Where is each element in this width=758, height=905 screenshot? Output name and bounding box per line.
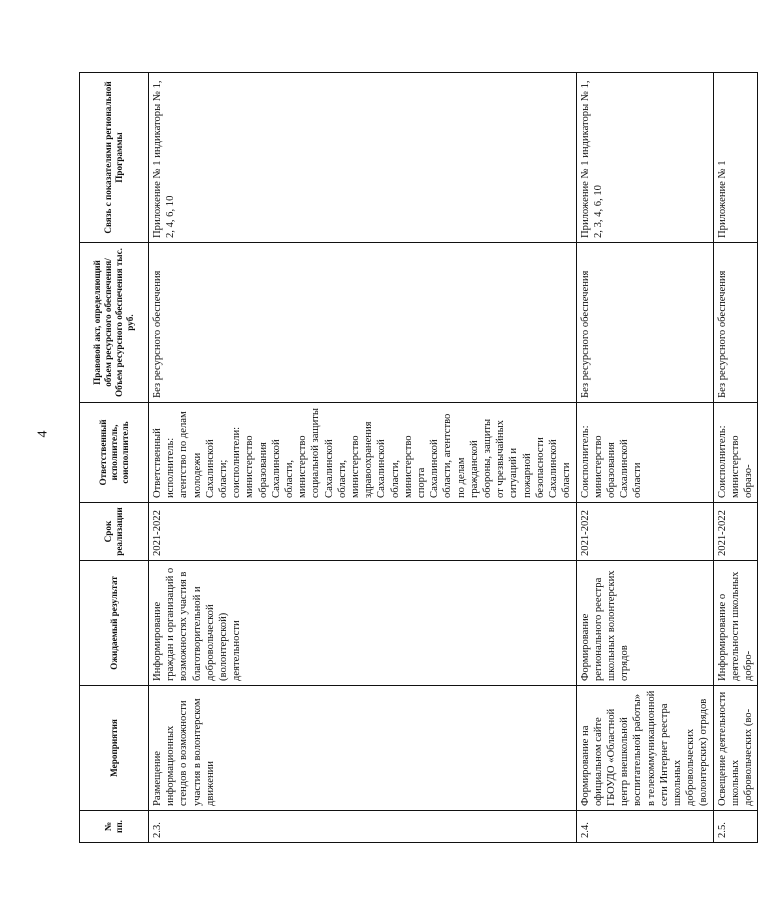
table-row (713, 73, 758, 843)
cell-funding: Без ресурсного обеспечения (576, 243, 713, 403)
cell-funding: Без ресурсного обеспечения (713, 243, 758, 403)
cell-responsible: Соисполнитель: министерство образо- (713, 403, 758, 503)
header-num: № пп. (80, 811, 149, 843)
cell-responsible: Соисполнитель: министерство образования Сахалинской области (576, 403, 713, 503)
header-event: Мероприятия (80, 686, 149, 811)
header-result: Ожидаемый результат (80, 561, 149, 686)
cell-result: Формирование регионального реестра школьных волонтерских отрядов (576, 561, 713, 686)
cell-period: 2021-2022 (713, 503, 758, 561)
header-responsible: Ответственный исполнитель, соисполнитель (80, 403, 149, 503)
cell-link: Приложение № 1 индикаторы № 1, 2, 4, 6, 10 (149, 73, 577, 243)
cell-event: Размещение информационных стендов о возможности участия в волонтерском движении (149, 686, 577, 811)
cell-event: Формирование на официальном сайте ГБОУДО «Областной центр внешкольной воспитательной работы» в телекоммуникационной сети Интернет реестра школьных добровольческих (волонтерских) отрядов (576, 686, 713, 811)
cell-link: Приложение № 1 (713, 73, 758, 243)
header-period: Срок реализации (80, 503, 149, 561)
table-row (576, 73, 713, 843)
cell-result: Информирование граждан и организаций о возможностях участия в благотворительной и добровольческой (волонтерской) деятельности (149, 561, 577, 686)
cell-result: Информирование о деятельности школьных добро- (713, 561, 758, 686)
header-link: Связь с показателями региональной Программы (80, 73, 149, 243)
cell-responsible: Ответственный исполнитель: агентство по делам молодежи Сахалинской области; соисполнители: министерство образования Сахалинской области, министерство социальной защиты Сахалинской области, министерство здравоохранения Сахалинской области, министерство спорта Сахалинской области, агентство по делам гражданской обороны, защиты от чрезвычайных ситуаций и пожарной безопасности Сахалинской области (149, 403, 577, 503)
cell-period: 2021-2022 (149, 503, 577, 561)
table-row (149, 73, 577, 843)
program-table (79, 72, 758, 843)
page-number: 4 (35, 430, 51, 438)
cell-event: Освещение деятельности школьных добровольческих (во- (713, 686, 758, 811)
cell-num: 2.5. (713, 811, 758, 843)
cell-num: 2.3. (149, 811, 577, 843)
cell-link: Приложение № 1 индикаторы № 1, 2, 3, 4, 6, 10 (576, 73, 713, 243)
cell-num: 2.4. (576, 811, 713, 843)
cell-funding: Без ресурсного обеспечения (149, 243, 577, 403)
table-header-row (80, 73, 149, 843)
rotated-table-container (79, 73, 754, 843)
cell-period: 2021-2022 (576, 503, 713, 561)
header-funding: Правовой акт, определяющий объем ресурсного обеспечения/Объем ресурсного обеспечения тыс. руб. (80, 243, 149, 403)
